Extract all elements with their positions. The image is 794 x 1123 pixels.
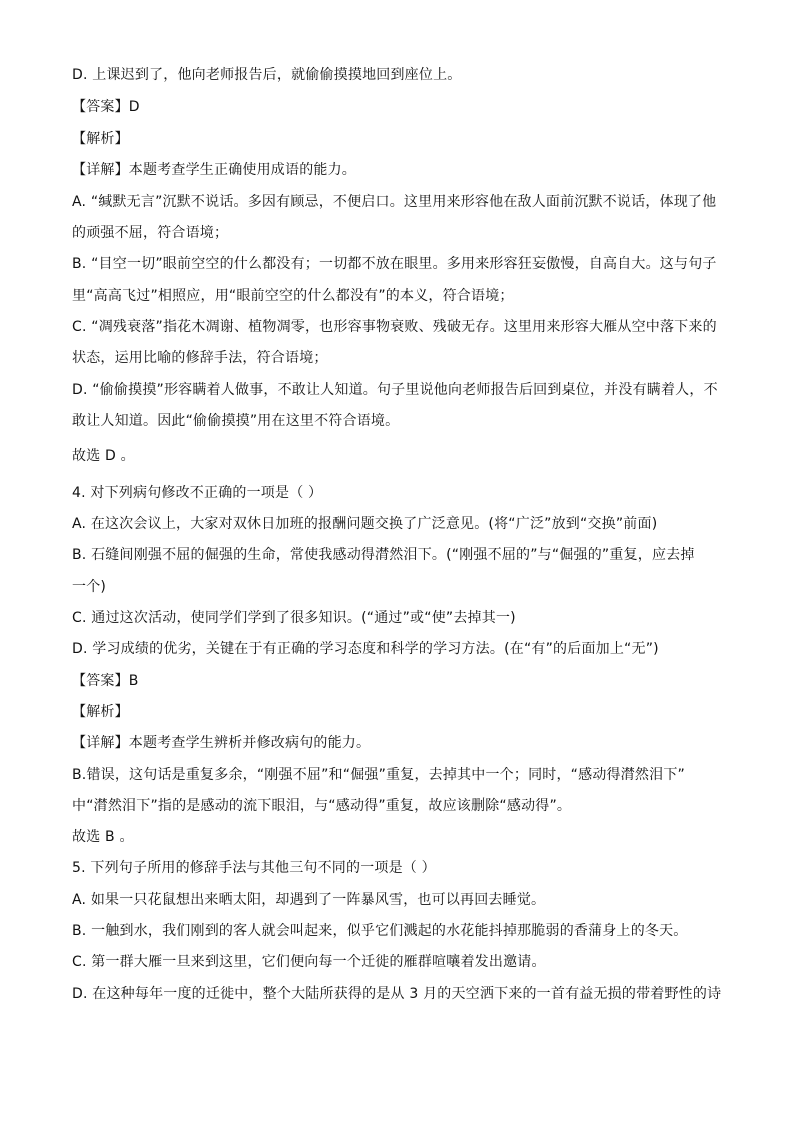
question-5-option-a: A. 如果一只花鼠想出来晒太阳，却遇到了一阵暴风雪，也可以再回去睡觉。 [72,892,546,908]
choice-line: 故选 D 。 [72,448,135,464]
question-5-title: 5. 下列句子所用的修辞手法与其他三句不同的一项是（ ） [72,860,436,876]
answer-label: 【答案】B [72,673,139,689]
choice-line: 故选 B 。 [72,829,134,845]
detail-line: B.错误，这句话是重复多余，“刚强不屈”和“倔强”重复，去掉其中一个；同时，“感动得潸然泪下” [72,767,685,783]
detail-line: B. “目空一切”眼前空空的什么都没有；一切都不放在眼里。多用来形容狂妄傲慢，自高自大。这与句子 [72,256,717,272]
question-5-option-d: D. 在这种每年一度的迁徙中，整个大陆所获得的是从 3 月的天空洒下来的一首有益无损的带着野性的诗 [72,986,722,1002]
question-4-option-c: C. 通过这次活动，使同学们学到了很多知识。(“通过”或“使”去掉其一) [72,610,516,626]
question-4-option-b: B. 石缝间刚强不屈的倔强的生命，常使我感动得潸然泪下。(“刚强不屈的”与“倔强的”重复，应去掉 [72,547,695,563]
option-d-text: D. 上课迟到了，他向老师报告后，就偷偷摸摸地回到座位上。 [72,67,462,83]
detail-line: 敢让人知道。因此“偷偷摸摸”用在这里不符合语境。 [72,413,400,429]
detail-line: 的顽强不屈，符合语境； [72,225,229,241]
question-4-option-b-cont: 一个) [72,579,107,595]
detail-line: C. “凋残衰落”指花木凋谢、植物凋零，也形容事物衰败、残破无存。这里用来形容大雁从空中落下来的 [72,319,717,335]
answer-label: 【答案】D [72,99,140,115]
analysis-label: 【解析】 [72,131,129,147]
detail-line: 里“高高飞过”相照应，用“眼前空空的什么都没有”的本义，符合语境； [72,288,514,304]
analysis-label: 【解析】 [72,704,129,720]
detail-line: 【详解】本题考查学生辨析并修改病句的能力。 [72,735,371,751]
question-4-option-d: D. 学习成绩的优劣，关键在于有正确的学习态度和科学的学习方法。(在“有”的后面加上“无”) [72,641,659,657]
detail-line: 状态，运用比喻的修辞手法，符合语境； [72,350,328,366]
question-5-option-b: B. 一触到水，我们刚到的客人就会叫起来，似乎它们溅起的水花能抖掉那脆弱的香蒲身上的冬天。 [72,923,688,939]
detail-line: 【详解】本题考查学生正确使用成语的能力。 [72,162,356,178]
detail-line: A. “缄默无言”沉默不说话。多因有顾忌，不便启口。这里用来形容他在敌人面前沉默不说话，体现了他 [72,194,717,210]
question-4-title: 4. 对下列病句修改不正确的一项是（ ） [72,485,323,501]
detail-line: D. “偷偷摸摸”形容瞒着人做事，不敢让人知道。句子里说他向老师报告后回到桌位，并没有瞒着人，不 [72,382,718,398]
question-5-option-c: C. 第一群大雁一旦来到这里，它们便向每一个迁徙的雁群喧嚷着发出邀请。 [72,954,546,970]
detail-line: 中“潸然泪下”指的是感动的流下眼泪，与“感动得”重复，故应该删除“感动得”。 [72,798,572,814]
question-4-option-a: A. 在这次会议上，大家对双休日加班的报酬问题交换了广泛意见。(将“广泛”放到“交换”前面) [72,516,658,532]
